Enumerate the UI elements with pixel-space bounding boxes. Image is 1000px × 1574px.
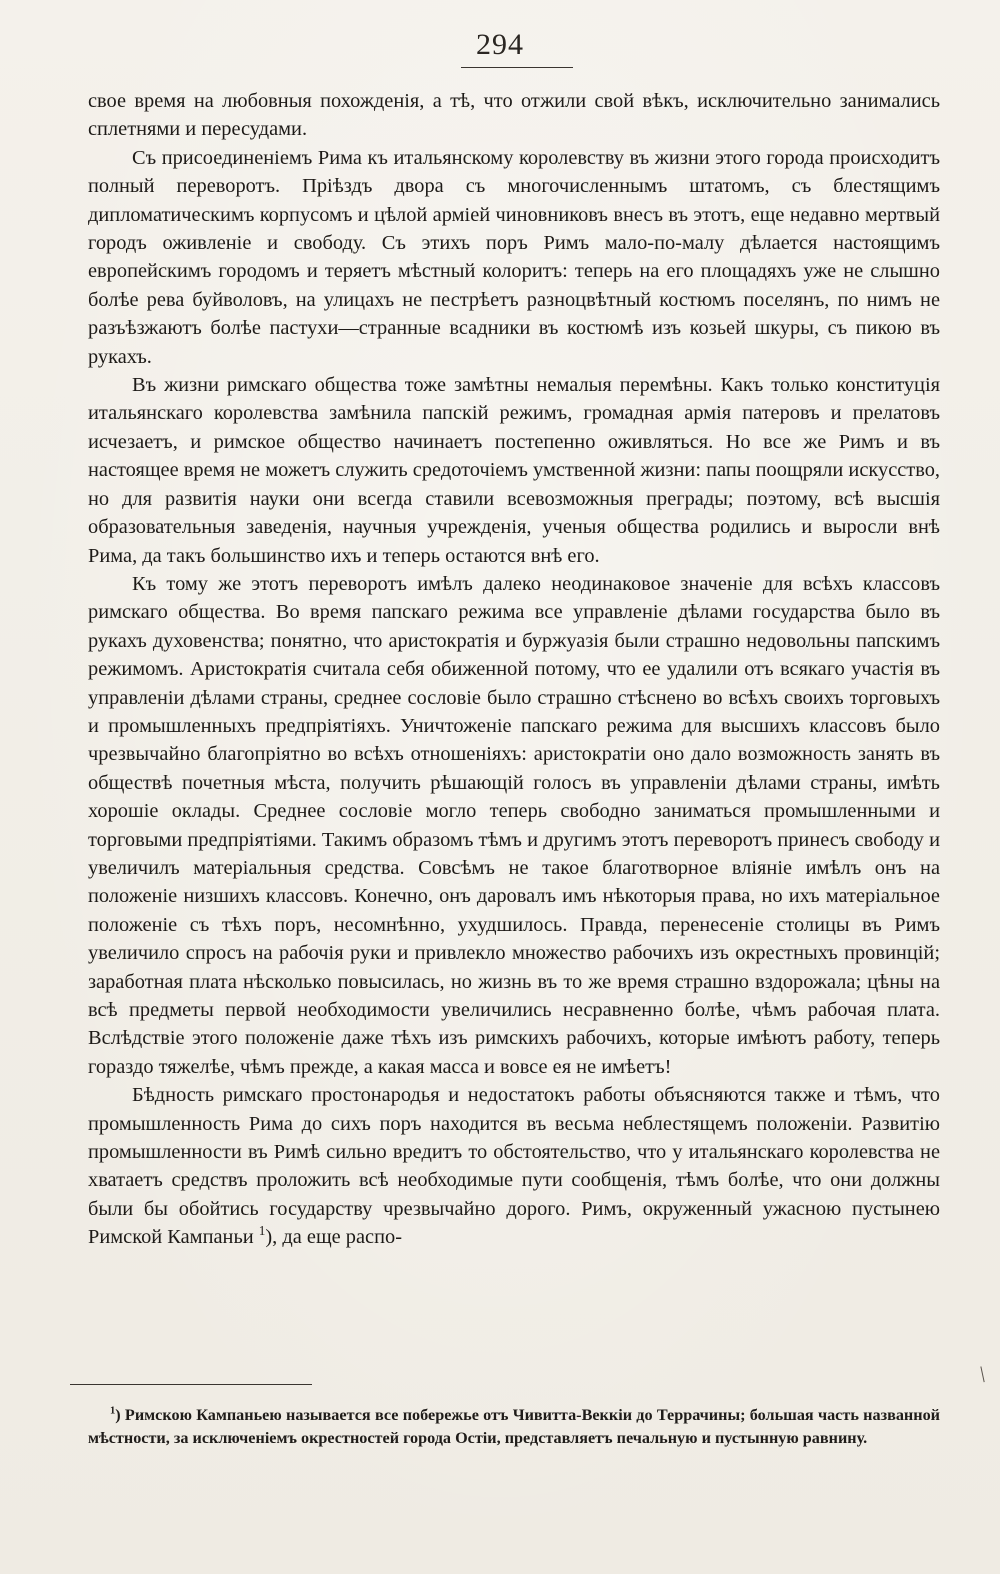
paragraph-2 (88, 144, 940, 371)
footnote (88, 1404, 940, 1449)
paragraph-4 (88, 570, 940, 1081)
paragraph-text: Къ тому же этотъ переворотъ имѣлъ далеко неодинаковое значеніе для всѣхъ классовъ римскаго общества. Во время папскаго режима все управленіе дѣлами государства было въ рукахъ духовенства; понятно, что аристократія и буржуазія были страшно недовольны папскимъ режимомъ. Аристократія считала себя обиженной потому, что ее удалили отъ всякаго участія въ управленіи дѣлами страны, среднее сословіе было страшно стѣснено во всѣхъ своихъ торговыхъ и промышленныхъ предпріятіяхъ. Уничтоженіе папскаго режима для высшихъ классовъ было чрезвычайно благопріятно во всѣхъ отношеніяхъ: аристократіи оно дало возможность занять въ обществѣ почетныя мѣста, получить рѣшающій голосъ въ управленіи дѣлами страны, имѣть хорошіе оклады. Среднее сословіе могло теперь свободно заниматься промышленными и торговыми предпріятіями. Такимъ образомъ тѣмъ и другимъ этотъ переворотъ принесъ свободу и увеличилъ матеріальныя средства. Совсѣмъ не такое благотворное вліяніе имѣлъ онъ на положеніе низшихъ классовъ. Конечно, онъ даровалъ имъ нѣкоторыя права, но ихъ матеріальное положеніе съ тѣхъ поръ, несомнѣнно, ухудшилось. Правда, перенесеніе столицы въ Римъ увеличило спросъ на рабочія руки и привлекло множество рабочихъ изъ окрестныхъ провинцій; заработная плата нѣсколько повысилась, но жизнь въ то же время страшно вздорожала; цѣны на всѣ предметы первой необходимости увеличились несравненно болѣе, чѣмъ рабочая плата. Вслѣдствіе этого положеніе даже тѣхъ изъ римскихъ рабочихъ, которые имѣютъ работу, теперь гораздо тяжелѣе, чѣмъ прежде, а какая масса и вовсе ея не имѣетъ! (88, 572, 940, 1078)
paragraph-text: свое время на любовныя похожденія, а тѣ, что отжили свой вѣкъ, исключительно занимались сплетнями и пересудами. (88, 90, 940, 141)
body-text (88, 87, 940, 1252)
paragraph-text: Въ жизни римскаго общества тоже замѣтны немалыя перемѣны. Какъ только конституція итальянскаго королевства замѣнила папскій режимъ, громадная армія патеровъ и прелатовъ исчезаетъ, и римское общество начинаетъ постепенно оживляться. Но все же Римъ и въ настоящее время не можетъ служить средоточіемъ умственной жизни: папы поощряли искусство, но для развитія науки они всегда ставили всевозможныя преграды; поэтому, всѣ высшія образовательныя заведенія, научныя учрежденія, ученыя общества родились и выросли внѣ Рима, да такъ большинство ихъ и теперь остаются внѣ его. (88, 374, 940, 567)
paragraph-3 (88, 371, 940, 570)
paragraph-text: Съ присоединеніемъ Рима къ итальянскому королевству въ жизни этого города происходитъ полный переворотъ. Пріѣздъ двора съ многочисленнымъ штатомъ, съ блестящимъ дипломатическимъ корпусомъ и цѣлой арміей чиновниковъ внесъ въ этотъ, еще недавно мертвый городъ оживленіе и свободу. Съ этихъ поръ Римъ мало-по-малу дѣлается настоящимъ европейскимъ городомъ и теряетъ мѣстный колоритъ: теперь на его площадяхъ уже не слышно болѣе рева буйволовъ, на улицахъ не пестрѣетъ разноцвѣтный костюмъ поселянъ, по нимъ не разъѣзжаютъ болѣе пастухи—странные всадники въ костюмѣ изъ козьей шкуры, съ пикою въ рукахъ. (88, 146, 940, 368)
paragraph-text: Бѣдность римскаго простонародья и недостатокъ работы объясняются также и тѣмъ, что промышленность Рима до сихъ поръ находится въ весьма неблестящемъ положеніи. Развитію промышленности въ Римѣ сильно вредитъ то обстоятельство, что у итальянскаго королевства не хватаетъ средствъ проложить всѣ необходимые пути сообщенія, тѣмъ болѣе, что они должны были бы обойтись государству чрезвычайно дорого. Римъ, окруженный ужасною пустынею Римской Кампаньи (88, 1084, 940, 1249)
header-rule (461, 67, 573, 68)
paragraph-5 (88, 1081, 940, 1251)
footnote-reference: 1 (258, 1223, 266, 1239)
footnote-marker: 1 (110, 1405, 116, 1417)
footnote-rule (70, 1384, 312, 1385)
page-number: 294 (476, 28, 524, 61)
paragraph-text-tail: ), да еще распо- (265, 1226, 402, 1249)
footnote-text: ) Римскою Кампаньею называется все побережье отъ Чивитта-Веккіи до Террачины; большая часть названной мѣстности, за исключеніемъ окрестностей города Остіи, представляетъ печальную и пустынную равнину. (88, 1406, 940, 1447)
paragraph-1 (88, 87, 940, 144)
margin-pencil-mark (980, 1366, 987, 1382)
